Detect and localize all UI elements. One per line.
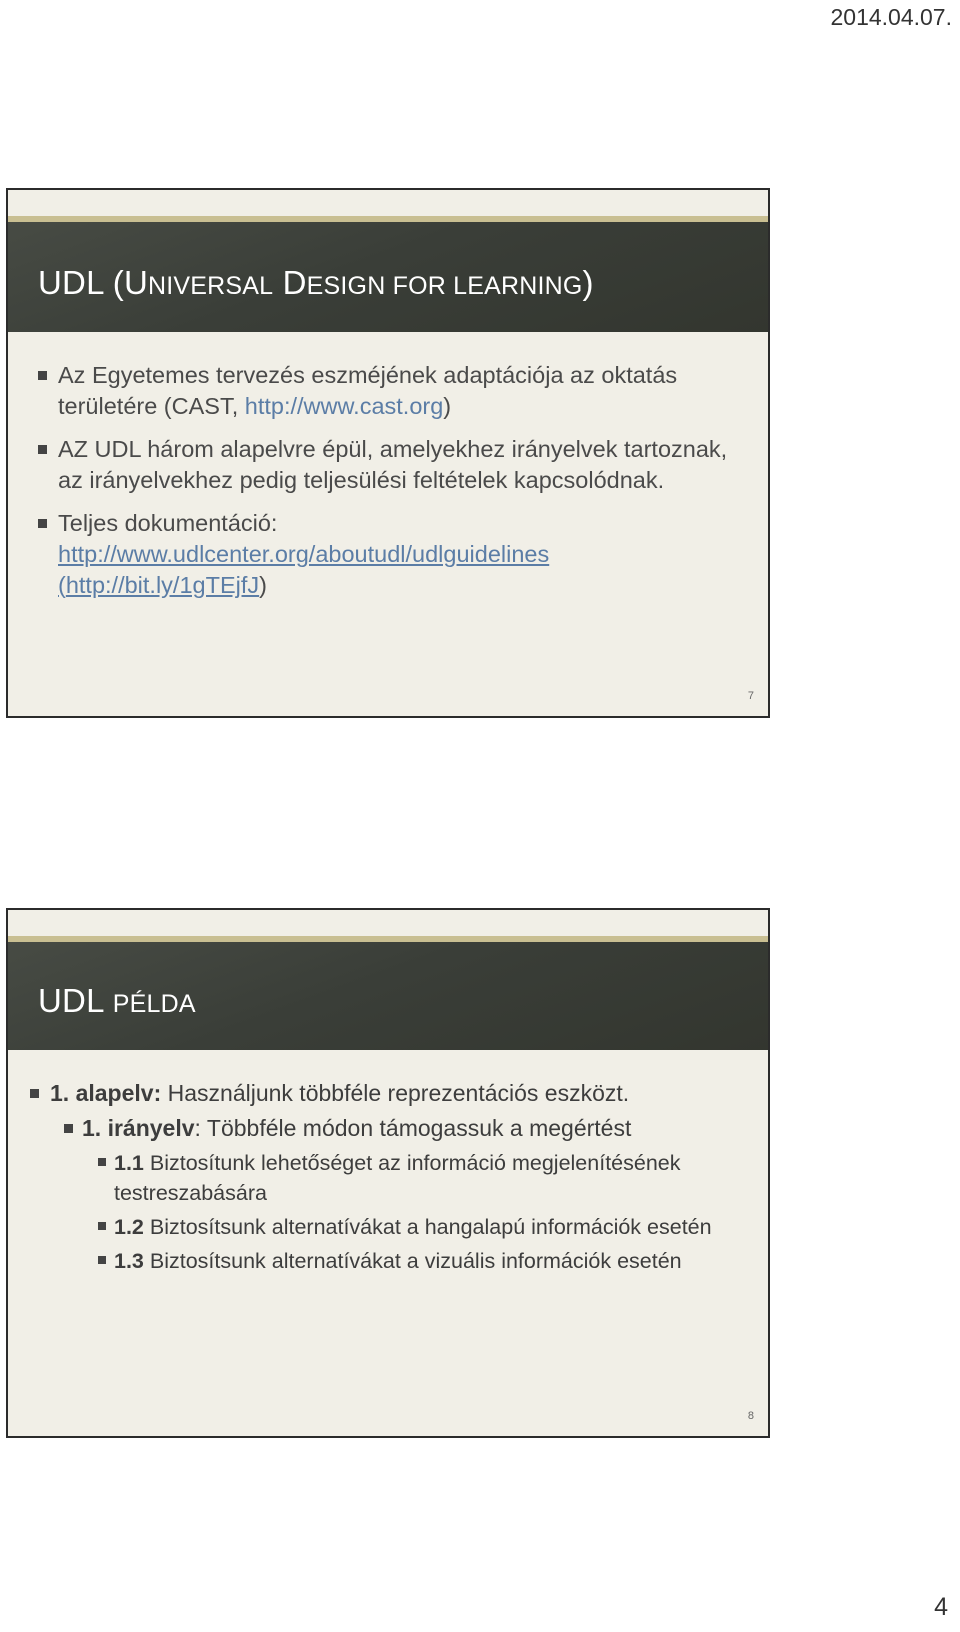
bitly-link[interactable]: http://bit.ly/1gTEjfJ (65, 572, 260, 598)
slide-header (8, 222, 768, 332)
checkpoint-item: 1.1 Biztosítunk lehetőséget az információ megjelenítésének testreszabására (28, 1148, 754, 1208)
slide-body (38, 360, 748, 613)
square-bullet-icon (98, 1256, 106, 1264)
square-bullet-icon (38, 371, 47, 380)
udlcenter-link[interactable]: http://www.udlcenter.org/aboutudl/udlguidelines (58, 541, 550, 567)
page-date: 2014.04.07. (830, 4, 952, 30)
square-bullet-icon (98, 1158, 106, 1166)
square-bullet-icon (30, 1089, 39, 1098)
checkpoint-item: 1.2 Biztosítsunk alternatívákat a hangalapú információk esetén (28, 1212, 754, 1242)
slide-title: UDL (UNIVERSAL DESIGN FOR LEARNING) (38, 264, 594, 301)
slide-number: 7 (747, 690, 754, 702)
bullet-item: Teljes dokumentáció: http://www.udlcenter.org/aboutudl/udlguidelines (http://bit.ly/1gTEjfJ) (38, 508, 748, 601)
square-bullet-icon (38, 445, 47, 454)
slide-8 (6, 908, 770, 1438)
slide-header (8, 942, 768, 1050)
bullet-item: Az Egyetemes tervezés eszméjének adaptációja az oktatás területére (CAST, http://www.cast.org) (38, 360, 748, 422)
square-bullet-icon (38, 519, 47, 528)
slide-number: 8 (747, 1410, 754, 1422)
guideline-item: 1. irányelv: Többféle módon támogassuk a megértést (28, 1113, 754, 1144)
slide-7 (6, 188, 770, 718)
checkpoint-item: 1.3 Biztosítsunk alternatívákat a vizuális információk esetén (28, 1246, 754, 1276)
cast-link[interactable]: http://www.cast.org (244, 393, 444, 419)
slide-body (28, 1078, 754, 1280)
principle-item: 1. alapelv: Használjunk többféle reprezentációs eszközt. (28, 1078, 754, 1109)
square-bullet-icon (98, 1222, 106, 1230)
slide-title: UDL PÉLDA (38, 982, 196, 1019)
square-bullet-icon (64, 1124, 73, 1133)
bullet-item: AZ UDL három alapelvre épül, amelyekhez irányelvek tartoznak, az irányelvekhez pedig teljesülési feltételek kapcsolódnak. (38, 434, 748, 496)
page-number: 4 (934, 1593, 948, 1621)
